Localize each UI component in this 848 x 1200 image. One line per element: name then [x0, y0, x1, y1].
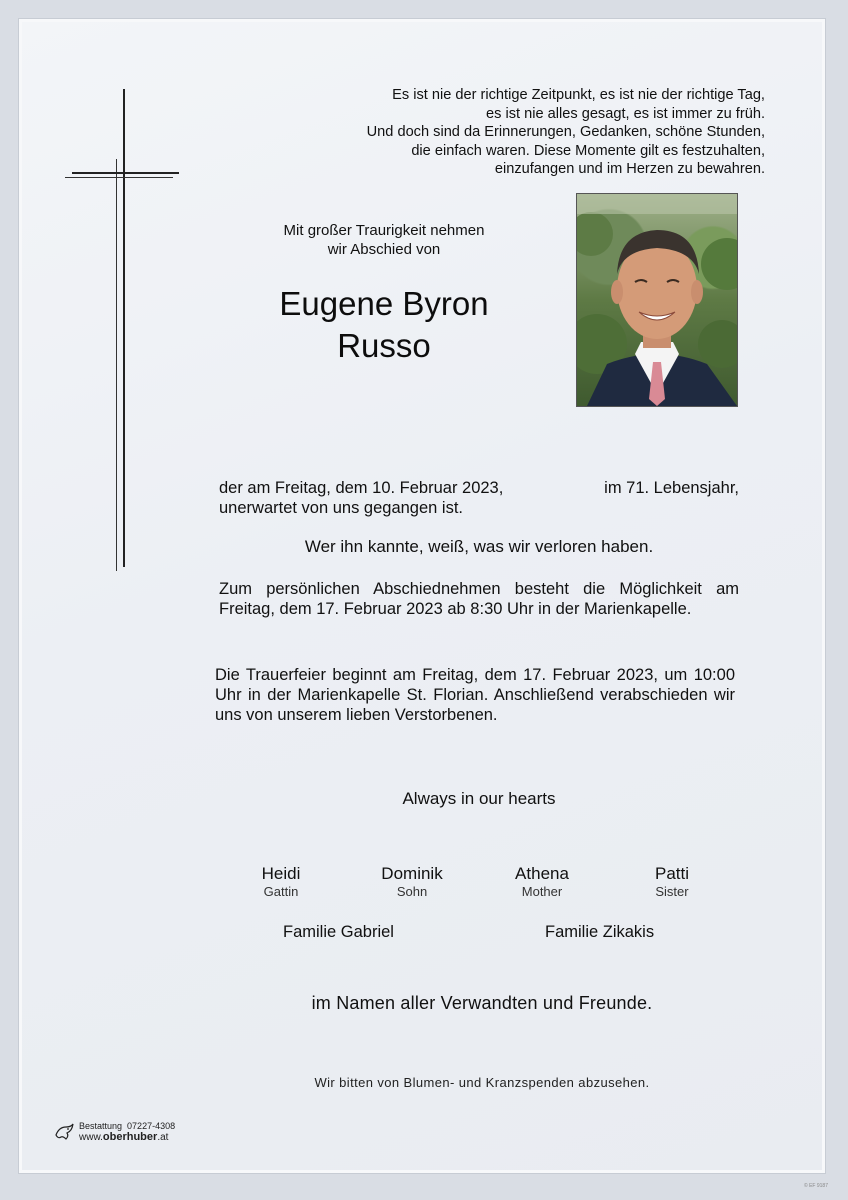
funeral-info: Die Trauerfeier beginnt am Freitag, dem 17. Februar 2023, um 10:00 Uhr in der Marienkapelle St. Florian. Anschließend verabschieden wir uns von unserem lieben Verstorbenen.: [215, 666, 735, 724]
closing-line: im Namen aller Verwandten und Freunde.: [311, 993, 653, 1013]
family-member-name: Heidi: [261, 864, 301, 883]
family-group: Familie Zikakis: [545, 923, 655, 941]
family-member: [352, 864, 472, 900]
death-notice: [219, 478, 739, 518]
intro-text: [234, 221, 534, 259]
family-group: Familie Gabriel: [283, 923, 394, 941]
family-member-role: Mother: [521, 884, 563, 899]
poem-line: die einfach waren. Diese Momente gilt es festzuhalten,: [411, 142, 765, 159]
intro-line: wir Abschied von: [327, 241, 441, 258]
cross-horizontal-line-thin: [65, 177, 173, 178]
poem-line: Und doch sind da Erinnerungen, Gedanken, schöne Stunden,: [366, 124, 765, 140]
family-member-role: Gattin: [263, 884, 299, 899]
deceased-first-names: Eugene Byron: [279, 285, 489, 322]
undertaker-phone: 07227-4308: [127, 1121, 176, 1131]
cross-horizontal-line: [72, 172, 179, 174]
intro-line: Mit großer Traurigkeit nehmen: [283, 222, 485, 239]
deceased-name: [219, 283, 549, 367]
family-member-role: Sister: [655, 884, 689, 899]
family-member-name: Patti: [654, 864, 690, 883]
family-member-role: Sohn: [396, 884, 428, 899]
always-in-our-hearts: Always in our hearts: [402, 789, 556, 808]
family-member: [221, 864, 341, 900]
url-prefix: www.: [79, 1132, 103, 1143]
cross-vertical-line-thin: [116, 159, 117, 571]
viewing-info: Zum persönlichen Abschiednehmen besteht die Möglichkeit am Freitag, dem 17. Februar 2023 ab 8:30 Uhr in der Marienkapelle.: [219, 580, 739, 618]
portrait-photo: [576, 193, 738, 407]
dove-icon: [53, 1121, 75, 1143]
poem-line: einzufangen und im Herzen zu bewahren.: [494, 161, 765, 177]
motto: Wer ihn kannte, weiß, was wir verloren haben.: [304, 537, 654, 556]
cross-vertical-line: [123, 89, 125, 567]
family-member-name: Athena: [515, 864, 569, 883]
print-code: © EF 9187: [804, 1183, 828, 1189]
flowers-note: Wir bitten von Blumen- und Kranzspenden abzusehen.: [314, 1075, 650, 1090]
deceased-last-name: Russo: [337, 327, 431, 364]
undertaker-label: Bestattung: [79, 1121, 123, 1131]
age-text: im 71. Lebensjahr,: [604, 479, 739, 497]
family-member-name: Dominik: [381, 864, 443, 883]
poem: [245, 86, 765, 179]
family-member: [482, 864, 602, 900]
death-notice-line: unerwartet von uns gegangen ist.: [219, 499, 463, 517]
undertaker-logo: [53, 1121, 175, 1143]
family-member: [612, 864, 732, 900]
url-suffix: .at: [157, 1132, 169, 1143]
poem-line: es ist nie alles gesagt, es ist immer zu früh.: [485, 105, 765, 122]
death-date-text: der am Freitag, dem 10. Februar 2023,: [219, 479, 504, 497]
obituary-card: [18, 18, 826, 1174]
url-main: oberhuber: [102, 1131, 158, 1143]
poem-line: Es ist nie der richtige Zeitpunkt, es ist nie der richtige Tag,: [392, 87, 765, 103]
